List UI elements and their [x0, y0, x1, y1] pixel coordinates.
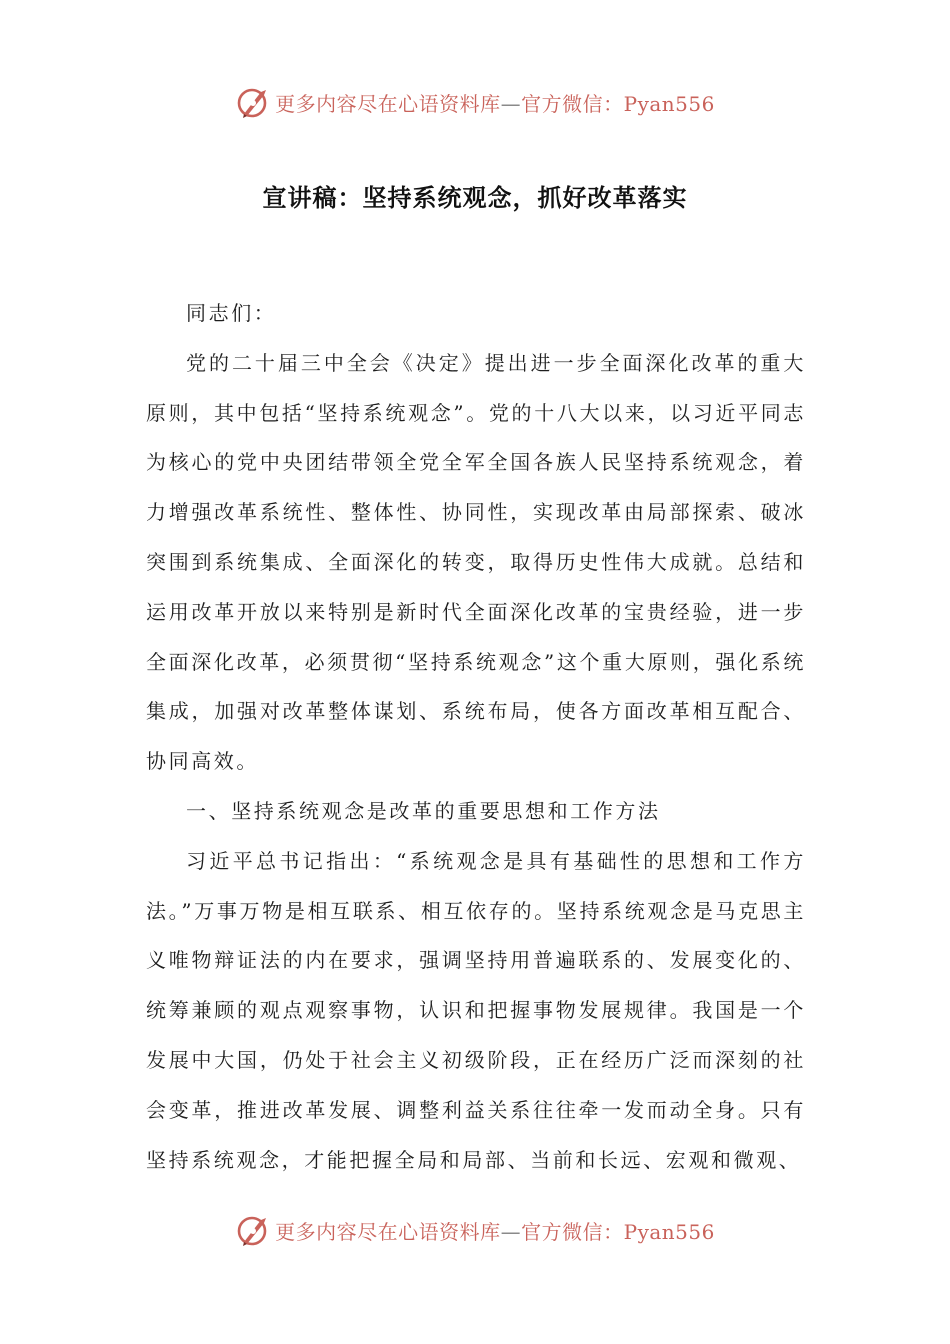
- body-paragraph: 党的二十届三中全会《决定》提出进一步全面深化改革的重大原则，其中包括“坚持系统观念”。党的十八大以来，以习近平同志为核心的党中央团结带领全党全军全国各族人民坚持系统观念，着力增强改革系统性、整体性、协同性，实现改革由局部探索、破冰突围到系统集成、全面深化的转变，取得历史性伟大成就。总结和运用改革开放以来特别是新时代全面深化改革的宝贵经验，进一步全面深化改革，必须贯彻“坚持系统观念”这个重大原则，强化系统集成，加强对改革整体谋划、系统布局，使各方面改革相互配合、协同高效。: [146, 350, 806, 774]
- banner-wechat-label: 官方微信：: [521, 91, 624, 116]
- salutation-paragraph: 同志们：: [186, 301, 277, 325]
- banner-wechat-id: Pyan556: [623, 1219, 715, 1244]
- banner-brand: 更多内容尽在心语资料库: [275, 1219, 501, 1244]
- banner-separator: —: [500, 1219, 522, 1244]
- footer-banner: [0, 1210, 950, 1250]
- banner-text: [275, 1216, 715, 1245]
- pen-circle-logo-icon: [235, 84, 271, 120]
- banner-separator: —: [500, 91, 522, 116]
- banner-text: [275, 88, 715, 117]
- document-body: [146, 289, 806, 1185]
- banner-brand: 更多内容尽在心语资料库: [275, 91, 501, 116]
- banner-wechat-id: Pyan556: [623, 91, 715, 116]
- pen-circle-logo-icon: [235, 1212, 271, 1248]
- header-banner: [0, 82, 950, 122]
- document-title: 宣讲稿：坚持系统观念，抓好改革落实: [262, 184, 688, 212]
- body-paragraph: 习近平总书记指出：“系统观念是具有基础性的思想和工作方法。”万事万物是相互联系、相互依存的。坚持系统观念是马克思主义唯物辩证法的内在要求，强调坚持用普遍联系的、发展变化的、统筹兼顾的观点观察事物，认识和把握事物发展规律。我国是一个发展中大国，仍处于社会主义初级阶段，正在经历广泛而深刻的社会变革，推进改革发展、调整利益关系往往牵一发而动全身。只有坚持系统观念，才能把握全局和局部、当前和长远、宏观和微观、: [146, 848, 806, 1172]
- section-heading: 一、坚持系统观念是改革的重要思想和工作方法: [186, 798, 661, 823]
- banner-wechat-label: 官方微信：: [521, 1219, 624, 1244]
